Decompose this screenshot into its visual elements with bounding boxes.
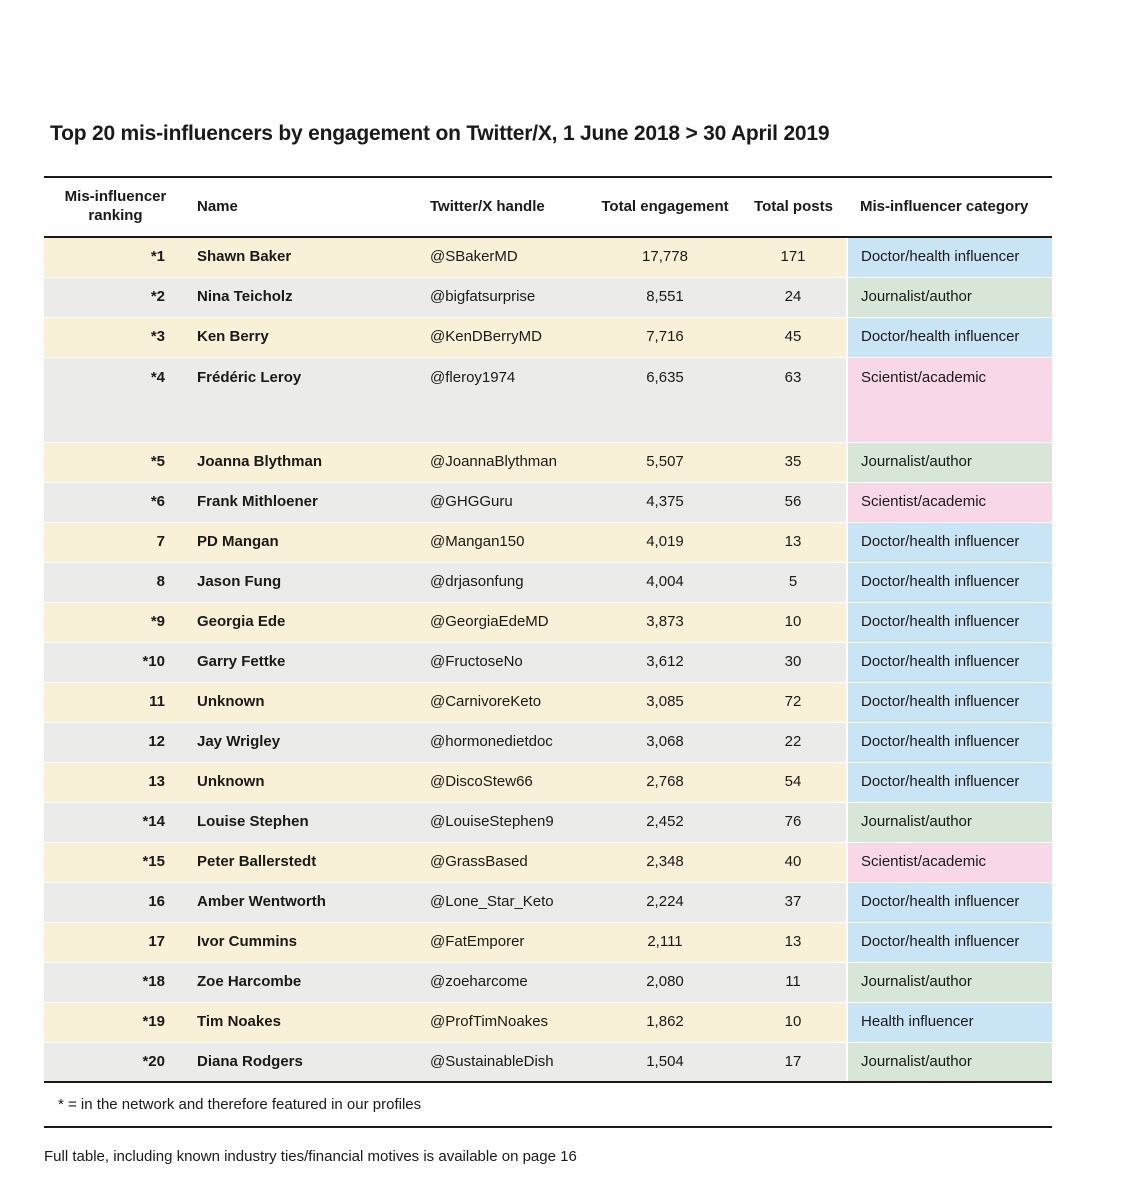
engagement-cell: 7,716 xyxy=(590,317,740,357)
ranking-cell: *3 xyxy=(44,317,187,357)
name-cell: Jay Wrigley xyxy=(187,722,420,762)
posts-cell: 171 xyxy=(740,237,847,277)
ranking-cell: 13 xyxy=(44,762,187,802)
posts-cell: 76 xyxy=(740,802,847,842)
influencer-table xyxy=(44,176,1052,1083)
table-row xyxy=(44,317,1052,357)
category-cell: Scientist/academic xyxy=(847,357,1052,442)
posts-cell: 40 xyxy=(740,842,847,882)
handle-cell: @Lone_Star_Keto xyxy=(420,882,590,922)
handle-cell: @GeorgiaEdeMD xyxy=(420,602,590,642)
handle-cell: @drjasonfung xyxy=(420,562,590,602)
category-cell: Scientist/academic xyxy=(847,842,1052,882)
posts-cell: 24 xyxy=(740,277,847,317)
engagement-cell: 3,085 xyxy=(590,682,740,722)
ranking-cell: *5 xyxy=(44,442,187,482)
posts-cell: 13 xyxy=(740,522,847,562)
table-row xyxy=(44,522,1052,562)
category-cell: Doctor/health influencer xyxy=(847,562,1052,602)
posts-cell: 35 xyxy=(740,442,847,482)
handle-cell: @SBakerMD xyxy=(420,237,590,277)
page-title: Top 20 mis-influencers by engagement on Twitter/X, 1 June 2018 > 30 April 2019 xyxy=(50,122,830,145)
engagement-cell: 4,375 xyxy=(590,482,740,522)
handle-cell: @LouiseStephen9 xyxy=(420,802,590,842)
posts-cell: 22 xyxy=(740,722,847,762)
posts-cell: 5 xyxy=(740,562,847,602)
handle-cell: @Mangan150 xyxy=(420,522,590,562)
name-cell: Garry Fettke xyxy=(187,642,420,682)
engagement-cell: 2,224 xyxy=(590,882,740,922)
posts-cell: 63 xyxy=(740,357,847,442)
name-cell: Zoe Harcombe xyxy=(187,962,420,1002)
ranking-cell: 11 xyxy=(44,682,187,722)
table-row xyxy=(44,802,1052,842)
category-cell: Doctor/health influencer xyxy=(847,722,1052,762)
engagement-cell: 8,551 xyxy=(590,277,740,317)
category-cell: Doctor/health influencer xyxy=(847,237,1052,277)
table-row xyxy=(44,1002,1052,1042)
engagement-cell: 4,004 xyxy=(590,562,740,602)
category-cell: Doctor/health influencer xyxy=(847,762,1052,802)
handle-cell: @ProfTimNoakes xyxy=(420,1002,590,1042)
header-category: Mis-influencer category xyxy=(847,177,1052,237)
table-body xyxy=(44,237,1052,1082)
ranking-cell: *9 xyxy=(44,602,187,642)
name-cell: Unknown xyxy=(187,682,420,722)
category-cell: Doctor/health influencer xyxy=(847,922,1052,962)
name-cell: Peter Ballerstedt xyxy=(187,842,420,882)
table-row xyxy=(44,762,1052,802)
posts-cell: 17 xyxy=(740,1042,847,1082)
engagement-cell: 2,348 xyxy=(590,842,740,882)
header-row xyxy=(44,177,1052,237)
category-cell: Journalist/author xyxy=(847,962,1052,1002)
name-cell: Georgia Ede xyxy=(187,602,420,642)
engagement-cell: 1,504 xyxy=(590,1042,740,1082)
handle-cell: @GHGGuru xyxy=(420,482,590,522)
ranking-cell: *19 xyxy=(44,1002,187,1042)
engagement-cell: 5,507 xyxy=(590,442,740,482)
engagement-cell: 17,778 xyxy=(590,237,740,277)
category-cell: Journalist/author xyxy=(847,277,1052,317)
handle-cell: @SustainableDish xyxy=(420,1042,590,1082)
header-posts: Total posts xyxy=(740,177,847,237)
engagement-cell: 2,768 xyxy=(590,762,740,802)
header-ranking: Mis-influencer ranking xyxy=(44,177,187,237)
name-cell: Shawn Baker xyxy=(187,237,420,277)
handle-cell: @zoeharcome xyxy=(420,962,590,1002)
engagement-cell: 2,080 xyxy=(590,962,740,1002)
name-cell: Jason Fung xyxy=(187,562,420,602)
footnote-full-table: Full table, including known industry ties/financial motives is available on page 16 xyxy=(44,1148,577,1165)
engagement-cell: 3,612 xyxy=(590,642,740,682)
posts-cell: 72 xyxy=(740,682,847,722)
category-cell: Doctor/health influencer xyxy=(847,317,1052,357)
ranking-cell: *15 xyxy=(44,842,187,882)
name-cell: Joanna Blythman xyxy=(187,442,420,482)
posts-cell: 45 xyxy=(740,317,847,357)
engagement-cell: 3,068 xyxy=(590,722,740,762)
posts-cell: 11 xyxy=(740,962,847,1002)
ranking-cell: *4 xyxy=(44,357,187,442)
header-handle: Twitter/X handle xyxy=(420,177,590,237)
handle-cell: @hormonedietdoc xyxy=(420,722,590,762)
handle-cell: @fleroy1974 xyxy=(420,357,590,442)
handle-cell: @GrassBased xyxy=(420,842,590,882)
ranking-cell: *6 xyxy=(44,482,187,522)
name-cell: Louise Stephen xyxy=(187,802,420,842)
handle-cell: @bigfatsurprise xyxy=(420,277,590,317)
handle-cell: @CarnivoreKeto xyxy=(420,682,590,722)
table-row xyxy=(44,922,1052,962)
posts-cell: 56 xyxy=(740,482,847,522)
category-cell: Scientist/academic xyxy=(847,482,1052,522)
posts-cell: 30 xyxy=(740,642,847,682)
engagement-cell: 1,862 xyxy=(590,1002,740,1042)
name-cell: Nina Teicholz xyxy=(187,277,420,317)
ranking-cell: 16 xyxy=(44,882,187,922)
engagement-cell: 2,452 xyxy=(590,802,740,842)
table-row xyxy=(44,442,1052,482)
engagement-cell: 6,635 xyxy=(590,357,740,442)
table-row xyxy=(44,602,1052,642)
table-row xyxy=(44,357,1052,442)
handle-cell: @DiscoStew66 xyxy=(420,762,590,802)
name-cell: Amber Wentworth xyxy=(187,882,420,922)
table-row xyxy=(44,237,1052,277)
engagement-cell: 3,873 xyxy=(590,602,740,642)
footnote-asterisk: * = in the network and therefore featured in our profiles xyxy=(44,1083,1052,1128)
engagement-cell: 2,111 xyxy=(590,922,740,962)
table-row xyxy=(44,722,1052,762)
handle-cell: @KenDBerryMD xyxy=(420,317,590,357)
handle-cell: @FatEmporer xyxy=(420,922,590,962)
ranking-cell: 8 xyxy=(44,562,187,602)
name-cell: Unknown xyxy=(187,762,420,802)
name-cell: Ken Berry xyxy=(187,317,420,357)
table-row xyxy=(44,642,1052,682)
ranking-cell: *14 xyxy=(44,802,187,842)
category-cell: Journalist/author xyxy=(847,1042,1052,1082)
posts-cell: 37 xyxy=(740,882,847,922)
ranking-cell: *18 xyxy=(44,962,187,1002)
posts-cell: 54 xyxy=(740,762,847,802)
ranking-cell: 7 xyxy=(44,522,187,562)
name-cell: Frédéric Leroy xyxy=(187,357,420,442)
engagement-cell: 4,019 xyxy=(590,522,740,562)
ranking-cell: 17 xyxy=(44,922,187,962)
handle-cell: @JoannaBlythman xyxy=(420,442,590,482)
ranking-cell: *10 xyxy=(44,642,187,682)
category-cell: Doctor/health influencer xyxy=(847,682,1052,722)
table-row xyxy=(44,682,1052,722)
category-cell: Health influencer xyxy=(847,1002,1052,1042)
table-row xyxy=(44,562,1052,602)
table-row xyxy=(44,1042,1052,1082)
table-row xyxy=(44,962,1052,1002)
name-cell: Frank Mithloener xyxy=(187,482,420,522)
category-cell: Doctor/health influencer xyxy=(847,882,1052,922)
table-row xyxy=(44,482,1052,522)
header-name: Name xyxy=(187,177,420,237)
posts-cell: 13 xyxy=(740,922,847,962)
category-cell: Doctor/health influencer xyxy=(847,642,1052,682)
table-row xyxy=(44,882,1052,922)
posts-cell: 10 xyxy=(740,602,847,642)
category-cell: Journalist/author xyxy=(847,442,1052,482)
category-cell: Doctor/health influencer xyxy=(847,522,1052,562)
table-row xyxy=(44,842,1052,882)
name-cell: Ivor Cummins xyxy=(187,922,420,962)
category-cell: Doctor/health influencer xyxy=(847,602,1052,642)
category-cell: Journalist/author xyxy=(847,802,1052,842)
table-header xyxy=(44,177,1052,237)
ranking-cell: *2 xyxy=(44,277,187,317)
ranking-cell: 12 xyxy=(44,722,187,762)
name-cell: PD Mangan xyxy=(187,522,420,562)
ranking-cell: *20 xyxy=(44,1042,187,1082)
ranking-cell: *1 xyxy=(44,237,187,277)
handle-cell: @FructoseNo xyxy=(420,642,590,682)
name-cell: Diana Rodgers xyxy=(187,1042,420,1082)
posts-cell: 10 xyxy=(740,1002,847,1042)
header-engagement: Total engagement xyxy=(590,177,740,237)
table-row xyxy=(44,277,1052,317)
name-cell: Tim Noakes xyxy=(187,1002,420,1042)
